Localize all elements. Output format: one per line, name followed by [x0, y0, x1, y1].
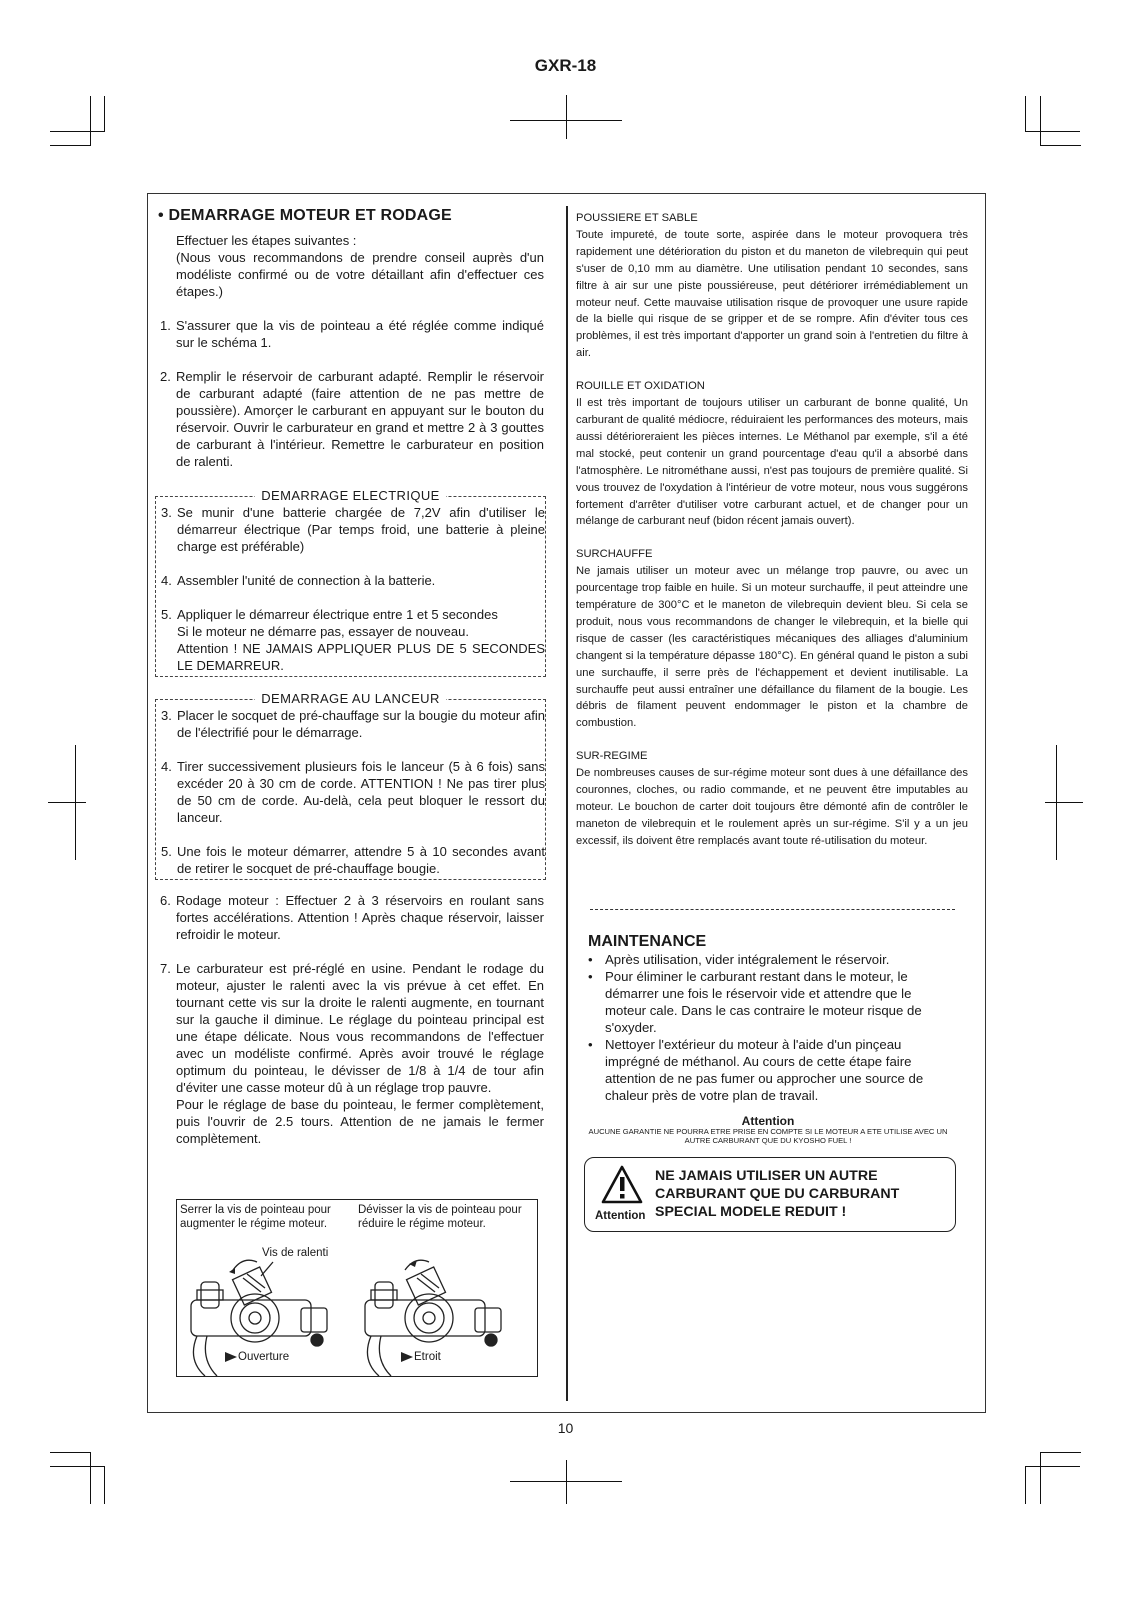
step-number: 3. — [161, 708, 172, 723]
dashed-separator — [590, 909, 955, 910]
bullet: • — [588, 969, 593, 984]
step-number: 7. — [160, 961, 171, 976]
step-number: 5. — [161, 844, 172, 859]
warning-triangle-icon — [601, 1165, 643, 1205]
maintenance-item-text: Pour éliminer le carburant restant dans le moteur, le démarrer une fois le réservoir vide et attendre que le moteur cale. Dans le cas contraire le moteur risque de s'oxyder. — [605, 969, 922, 1035]
electric-step-3 — [156, 504, 545, 555]
left-column — [158, 207, 544, 1147]
right-column — [576, 210, 968, 850]
pull-step-4 — [156, 758, 545, 826]
warranty-notice: AUCUNE GARANTIE NE POURRA ETRE PRISE EN COMPTE SI LE MOTEUR A ETE UTILISE AVEC UN AUTRE CARBURANT QUE DU KYOSHO FUEL ! — [588, 1127, 948, 1145]
step-text-2: Pour le réglage de base du pointeau, le fermer complètement, puis l'ouvrir de 2.5 tours. Attention de ne jamais le fermer complètement. — [176, 1097, 544, 1146]
step-text: Tirer successivement plusieurs fois le lanceur (5 à 6 fois) sans excéder 20 à 30 cm de corde. ATTENTION ! Ne pas tirer plus de 50 cm de corde. Au-delà, cela peut bloquer le ressort du lanceur. — [177, 759, 545, 825]
overheat-text: Ne jamais utiliser un moteur avec un mélange trop pauvre, ou avec un pourcentage trop faible en huile. Si un moteur surchauffe, il peut atteindre une température de 300°C et le maneton de vilebrequin devient bleu. Si cela se produit, nous vous recommandons de changer le vilebrequin, et la bielle qui risque de casser (les caractéristiques mécaniques des alliages d'aluminium changent si la température dépasse 180°C). En général quand le piston a subi une surchauffe, il serre près de l'échappement et devient inutilisable. La surchauffe peut aussi entraîner une défaillance du filament de la bougie. Les débris de filament peuvent endommager le piston et la chambre de combustion. — [576, 565, 968, 730]
electric-step-5 — [156, 606, 545, 674]
attention-heading: Attention — [741, 1114, 795, 1128]
step-number: 5. — [161, 607, 172, 622]
warning-line: NE JAMAIS UTILISER UN AUTRE — [655, 1168, 878, 1184]
maintenance-section — [588, 933, 948, 1104]
step-text: S'assurer que la vis de pointeau a été réglée comme indiqué sur le schéma 1. — [176, 318, 544, 350]
figure-caption-left: Serrer la vis de pointeau pour augmenter le régime moteur. — [180, 1204, 331, 1230]
fuel-warning-box — [584, 1157, 956, 1232]
step-number: 4. — [161, 759, 172, 774]
step-text-line2: Si le moteur ne démarre pas, essayer de nouveau. — [177, 624, 469, 639]
maintenance-title: MAINTENANCE — [588, 933, 707, 950]
overrev-title: SUR-REGIME — [576, 750, 648, 763]
pull-start-box — [155, 691, 546, 880]
electric-start-box — [155, 488, 546, 677]
step-text: Se munir d'une batterie chargée de 7,2V afin d'utiliser le démarreur électrique (Par temps froid, une batterie à pleine charge est préférable) — [177, 505, 545, 554]
step-text: Appliquer le démarreur électrique entre 1 et 5 secondes — [177, 607, 498, 622]
step-1 — [158, 317, 544, 351]
step-text-warning: Attention ! NE JAMAIS APPLIQUER PLUS DE 5 SECONDES LE DEMARREUR. — [177, 641, 545, 673]
step-7 — [158, 960, 544, 1147]
step-text: Placer le socquet de pré-chauffage sur la bougie du moteur afin de l'électrifié pour le démarrage. — [177, 708, 545, 740]
maintenance-item — [588, 951, 948, 968]
overrev-text: De nombreuses causes de sur-régime moteur sont dues à une défaillance des couronnes, cloches, ou radio commande, et ne peuvent être imputables au moteur. Le bouchon de carter doit toujours être démonté afin de contrôler le maneton de vilebrequin et le roulement après un sur-régime. S'il y a un jeu excessif, ils doivent être remplacés avant toute ré-utilisation du moteur. — [576, 767, 968, 847]
step-text: Le carburateur est pré-réglé en usine. Pendant le rodage du moteur, ajuster le ralenti avec la vis prévue à cet effet. En tournant cette vis sur la droite le ralenti augmente, en tournant sur la gauche il diminue. Le réglage du pointeau principal est une étape délicate. Nous vous recommandons de l'effectuer avec un modéliste confirmé. Après avoir trouvé le réglage optimum du pointeau, le dévisser de 1/8 à 1/4 de tour afin d'éviter une casse moteur dû à un réglage trop pauvre. — [176, 961, 544, 1095]
step-number: 6. — [160, 893, 171, 908]
maintenance-item-text: Nettoyer l'extérieur du moteur à l'aide d'un pinçeau imprégné de méthanol. Au cours de cette étape faire attention de ne pas fumer ou approcher une source de chaleur près de votre plan de travail. — [605, 1037, 924, 1103]
intro — [158, 232, 544, 300]
carburetor-figure — [176, 1199, 538, 1377]
warning-line: CARBURANT QUE DU CARBURANT — [655, 1186, 900, 1202]
figure-label-narrow: Etroit — [414, 1351, 441, 1363]
figure-label-idle-screw: Vis de ralenti — [262, 1247, 329, 1259]
step-text: Remplir le réservoir de carburant adapté. Remplir le réservoir de carburant adapté (faire attention de ne pas mettre de poussière). Amorçer le carburant en appuyant sur le bouton du réservoir. Ouvrir le carburateur en grand et mettre 2 à 3 gouttes de carburant à l'intérieur. Remettre le carburateur en position de ralenti. — [176, 369, 544, 469]
pull-step-5 — [156, 843, 545, 877]
intro-note: (Nous vous recommandons de prendre conseil auprès d'un modéliste confirmé ou de votre détaillant afin d'effectuer ces étapes.) — [176, 250, 544, 299]
step-text: Rodage moteur : Effectuer 2 à 3 réservoirs en roulant sans fortes accélérations. Attention ! Après chaque réservoir, laisser refroidir le moteur. — [176, 893, 544, 942]
maintenance-item-text: Après utilisation, vider intégralement le réservoir. — [605, 952, 890, 967]
rust-text: Il est très important de toujours utiliser un carburant de bonne qualité, Un carburant de qualité médiocre, réduiraient les performances des moteurs, mais aussi détérioreraient les pièces internes. Le Méthanol par exemple, s'il a été mal stocké, peut contenir un grand pourcentage d'eau qu'il a absorbé dans l'atmosphère. Le nitrométhane aussi, n'est pas toujours de première qualité. Si vous trouvez de l'oxydation à l'intérieur de votre moteur, nous vous suggérons fortement d'arrêter d'utiliser votre carburant actuel, et de changer pour un mélange de carburant neuf (bidon récent jamais ouvert). — [576, 397, 968, 528]
maintenance-item — [588, 1036, 948, 1104]
rust-title: ROUILLE ET OXIDATION — [576, 380, 705, 393]
electric-start-title: DEMARRAGE ELECTRIQUE — [255, 488, 445, 503]
section-title-demarrage: • DEMARRAGE MOTEUR ET RODAGE — [158, 207, 452, 224]
electric-step-4 — [156, 572, 545, 589]
pull-step-3 — [156, 707, 545, 741]
page-number: 10 — [557, 1420, 574, 1436]
overheat-title: SURCHAUFFE — [576, 548, 653, 561]
page-header-model: GXR-18 — [534, 56, 597, 75]
step-2 — [158, 368, 544, 470]
bullet: • — [588, 952, 593, 967]
warning-line: SPECIAL MODELE REDUIT ! — [655, 1204, 847, 1220]
step-number: 1. — [160, 318, 171, 333]
step-text: Assembler l'unité de connection à la batterie. — [177, 573, 436, 588]
bullet: • — [588, 1037, 593, 1052]
warning-text — [655, 1167, 899, 1221]
figure-label-open: Ouverture — [238, 1351, 290, 1363]
step-text: Une fois le moteur démarrer, attendre 5 à 10 secondes avant de retirer le socquet de pré-chauffage bougie. — [177, 844, 545, 876]
carburetor-drawings — [177, 1200, 537, 1376]
intro-line: Effectuer les étapes suivantes : — [176, 233, 357, 248]
warning-label: Attention — [595, 1210, 646, 1222]
step-6 — [158, 892, 544, 943]
step-number: 4. — [161, 573, 172, 588]
pull-start-title: DEMARRAGE AU LANCEUR — [255, 691, 445, 706]
step-number: 3. — [161, 505, 172, 520]
dust-text: Toute impureté, de toute sorte, aspirée dans le moteur provoquera très rapidement une détérioration du piston et du maneton de vilebrequin qui peut s'user de 0,10 mm au diamètre. Une utilisation pendant 10 secondes, sans filtre à air sur une piste poussiéreuse, peut détériorer irrémédiablement un moteur neuf. Cette mauvaise utilisation risque de provoquer une usure rapide de la bielle qui risque de se gripper et de se rompre. Afin d'éviter tous ces problèmes, il est très important d'apporter un grand soin à l'entretien du filtre à air. — [576, 228, 968, 360]
figure-caption-right: Dévisser la vis de pointeau pour réduire le régime moteur. — [358, 1204, 522, 1230]
step-number: 2. — [160, 369, 171, 384]
column-divider — [566, 206, 568, 1401]
maintenance-item — [588, 968, 948, 1036]
dust-title: POUSSIERE ET SABLE — [576, 212, 698, 224]
